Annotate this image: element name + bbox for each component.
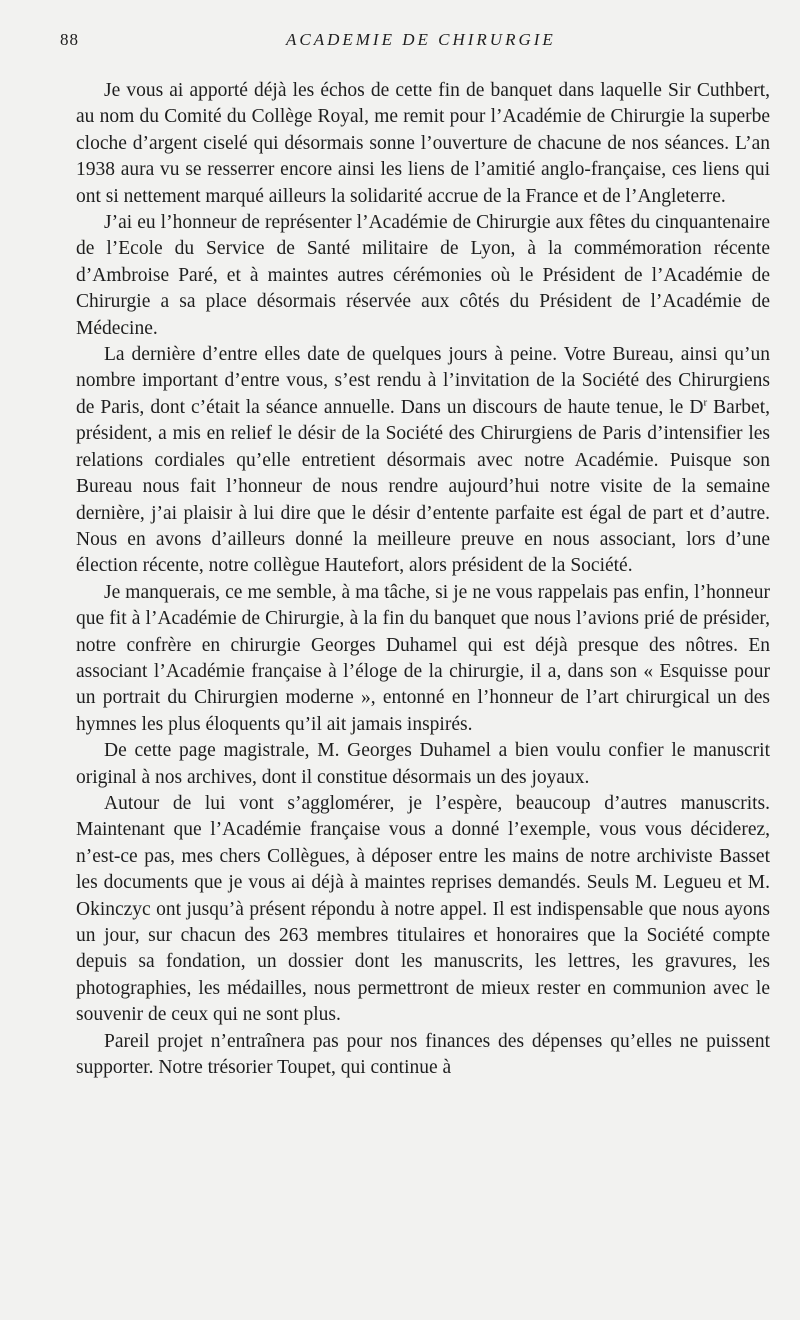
paragraph: J’ai eu l’honneur de représenter l’Académie de Chirurgie aux fêtes du cinquantenaire de l’Ecole du Service de Santé militaire de Lyon, à la commémoration récente d’Ambroise Paré, et à maintes autres cérémonies où le Président de l’Académie de Chirurgie a sa place désormais réservée aux côtés du Président de l’Académie de Médecine. <box>76 212 770 339</box>
paragraph: Je manquerais, ce me semble, à ma tâche, si je ne vous rappelais pas enfin, l’honneur que fit à l’Académie de Chirurgie, à la fin du banquet que nous l’avions prié de présider, notre confrère en chirurgie Georges Duhamel qui est déjà presque des nôtres. En associant l’Académie française à l’éloge de la chirurgie, il a, dans son « Esquisse pour un portrait du Chirurgien moderne », entonné en l’honneur de l’art chirurgical un des hymnes les plus éloquents qu’il ait jamais inspirés. <box>76 581 770 735</box>
running-head <box>60 30 770 54</box>
body-text <box>76 78 770 1081</box>
paragraph <box>76 342 770 580</box>
paragraph-text: La dernière d’entre elles date de quelques jours à peine. Votre Bureau, ainsi qu’un nombre important d’entre vous, s’est rendu à l’invitation de la Société des Chirurgiens de Paris, dont c’était la séance annuelle. Dans un discours de haute tenue, le D <box>76 344 770 418</box>
paragraph-text: Barbet, président, a mis en relief le désir de la Société des Chirurgiens de Paris d’intensifier les relations cordiales qu’elle entretient désormais avec notre Académie. Puisque son Bureau nous fait l’honneur de nous rendre aujourd’hui notre visite de la semaine dernière, j’ai plaisir à lui dire que le désir d’entente parfaite est égal de part et d’autre. Nous en avons d’ailleurs donné la meilleure preuve en nous associant, lors d’une élection récente, notre collègue Hautefort, alors président de la Société. <box>76 396 771 577</box>
paragraph: Pareil projet n’entraînera pas pour nos finances des dépenses qu’elles ne puissent supporter. Notre trésorier Toupet, qui continue à <box>76 1030 770 1079</box>
running-title: ACADEMIE DE CHIRURGIE <box>286 30 556 49</box>
paragraph: De cette page magistrale, M. Georges Duhamel a bien voulu confier le manuscrit original à nos archives, dont il constitue désormais un des joyaux. <box>76 740 770 788</box>
superscript: r <box>703 396 708 409</box>
paragraph: Autour de lui vont s’agglomérer, je l’espère, beaucoup d’autres manuscrits. Maintenant que l’Académie française vous a donné l’exemple, vous vous déciderez, n’est-ce pas, mes chers Collègues, à déposer entre les mains de notre archiviste Basset les documents que je vous ai déjà à maintes reprises demandés. Seuls M. Legueu et M. Okinczyc ont jusqu’à présent répondu à notre appel. Il est indispensable que nous ayons un jour, sur chacun des 263 membres titulaires et honoraires que la Société compte depuis sa fondation, un dossier dont les manuscrits, les lettres, les gravures, les photographies, les médailles, nous permettront de mieux rester en communion avec le souvenir de ceux qui ne sont plus. <box>76 792 770 1026</box>
page-number: 88 <box>60 30 79 49</box>
paragraph: Je vous ai apporté déjà les échos de cette fin de banquet dans laquelle Sir Cuthbert, au nom du Comité du Collège Royal, me remit pour l’Académie de Chirurgie la superbe cloche d’argent ciselé qui désormais sonne l’ouverture de chacune de nos séances. L’an 1938 aura vu se resserrer encore ainsi les liens de l’amitié anglo-française, ces liens qui ont si nettement marqué ailleurs la solidarité accrue de la France et de l’Angleterre. <box>76 80 770 207</box>
